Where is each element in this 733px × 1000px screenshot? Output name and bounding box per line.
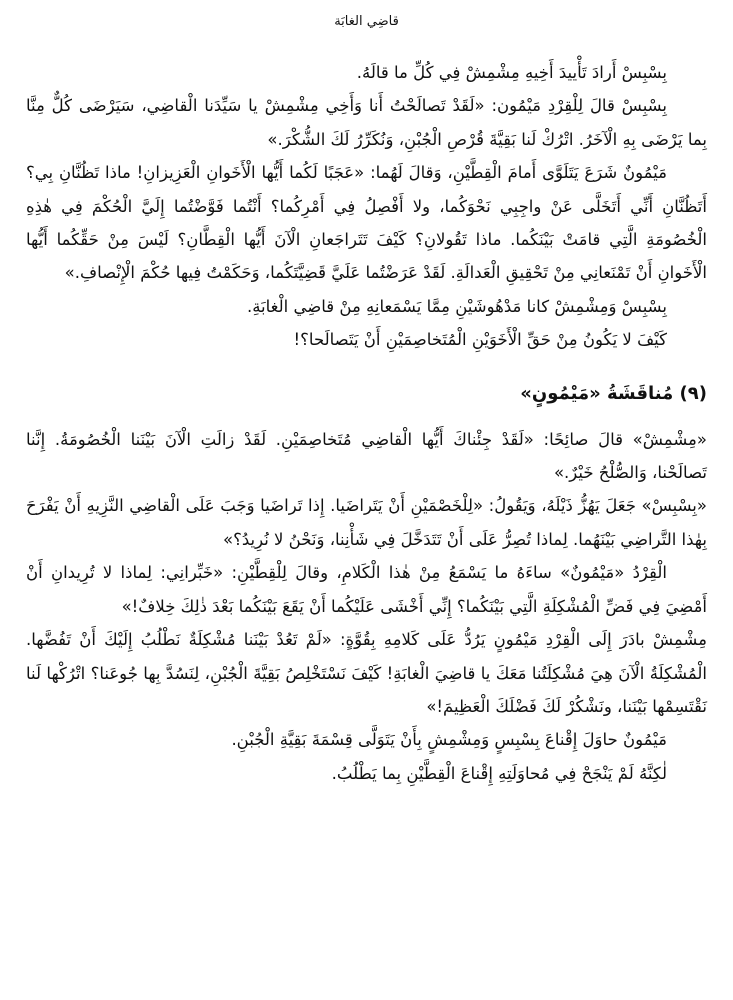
running-header: قاضِي الغابَة (334, 14, 399, 29)
paragraph: الْقِرْدُ «مَيْمُونٌ» ساءَهُ ما يَسْمَعُ مِنْ هٰذا الْكَلامِ، وقالَ لِلْقِطَّيْنِ: «خَبِّرانِي: لِماذا لا تُرِيدانِ أَنْ أَمْضِيَ فِي فَضِّ الْمُشْكِلَةِ الَّتِي بَيْنَكُما؟ إِنِّي أَخْشَى عَلَيْكُما أَنْ يَقَعَ بَيْنَكُما بَعْدَ ذٰلِكَ خِلافٌ!» (26, 563, 707, 616)
paragraph: مَيْمُونٌ حاوَلَ إِقْناعَ بِسْبِسٍ وَمِشْمِشٍ بِأَنْ يَتَوَلَّى قِسْمَةَ بَقِيَّةِ الْجُبْنِ. (231, 730, 667, 750)
paragraph: بِسْبِسْ أَرادَ تَأْييدَ أَخِيهِ مِشْمِشْ فِي كُلِّ ما قالَهُ. (356, 63, 667, 82)
paragraph: مِشْمِشْ بادَرَ إِلَى الْقِرْدِ مَيْمُونٍ يَرُدُّ عَلَى كَلامِهِ بِقُوَّةٍ: «لَمْ تَعُدْ بَيْنَنا مُشْكِلَةٌ نَطْلُبُ إِلَيْكَ أَنْ تَفُضَّها. الْمُشْكِلَةُ الْآنَ هِيَ مُشْكِلَتُنا مَعَكَ يا قاضِيَ الْغابَةِ! كَيْفَ نَسْتَخْلِصُ بَقِيَّةَ الْجُبْنِ، لِنَسُدَّ بِها جُوعَنا؟ اتْرُكْها لَنا نَقْتَسِمْها بَيْنَنا، ونَشْكُرْ لَكَ فَضْلَكَ الْعَظِيمَ!» (26, 630, 707, 716)
chapter-heading: (٩) مُناقَشَةُ «مَيْمُونٍ» (520, 382, 707, 404)
paragraph: لٰكِنَّهُ لَمْ يَنْجَحْ فِي مُحاوَلَتِهِ إِقْناعَ الْقِطَّيْنِ بِما يَطْلُبُ. (331, 763, 667, 783)
page-body (26, 56, 707, 790)
paragraph: كَيْفَ لا يَكُونُ مِنْ حَقِّ الْأَخَوَيْنِ الْمُتَخاصِمَيْنِ أَنْ يَتَصالَحا؟! (293, 330, 667, 350)
paragraph: مَيْمُونٌ شَرَعَ يَتَلَوَّى أَمامَ الْقِطَّيْنِ، وَقالَ لَهُما: «عَجَبًا لَكُما أَيُّها الْأَخَوانِ الْعَزِيزانِ! ماذا تَظُنَّانِ بِي؟ أَتَظُنَّانِ أَنِّي أَتَخَلَّى عَنْ واجِبِي نَحْوَكُما، ولا أَفْصِلُ فِي أَمْرِكُما؟ أَنْتُما فَوَّضْتُما إِلَيَّ الْحُكْمَ فِي هٰذِهِ الْخُصُومَةِ الَّتِي قامَتْ بَيْنَكُما. ماذا تَقُولانِ؟ كَيْفَ تَتَراجَعانِ الْآنَ أَيُّها الْقِطَّانِ؟ لَيْسَ مِنْ حَقِّكُما أَيُّها الْأَخَوانِ أَنْ تَمْنَعانِي مِنْ تَحْقِيقِ الْعَدالَةِ. لَقَدْ عَرَضْتُما عَلَيَّ قَضِيَّتَكُما، وَحَكَمْتُ فِيها حُكْمَ الْإِنْصافِ.» (26, 163, 707, 283)
paragraph: «بِسْبِسْ» جَعَلَ يَهُزُّ ذَيْلَهُ، وَيَقُولُ: «لِلْخَصْمَيْنِ أَنْ يَتَراضَيا. إِذا تَراضَيا وَجَبَ عَلَى الْقاضِي النَّزِيهِ أَنْ يَفْرَحَ بِهٰذا التَّراضِي بَيْنَهُما. لِماذا تُصِرُّ عَلَى أَنْ تَتَدَخَّلَ فِي شَأْنِنا، وَنَحْنُ لا نُرِيدُ؟» (26, 496, 707, 549)
paragraph: «مِشْمِشْ» قالَ صائِحًا: «لَقَدْ جِئْناكَ أَيُّها الْقاضِي مُتَخاصِمَيْنِ. لَقَدْ زالَتِ الْآنَ بَيْنَنا الْخُصُومَةُ. إِنَّنا تَصالَحْنا، وَالصُّلْحُ خَيْرٌ.» (26, 429, 707, 483)
paragraph: بِسْبِسْ وَمِشْمِشْ كانا مَدْهُوشَيْنِ مِمَّا يَسْمَعانِهِ مِنْ قاضِي الْغابَةِ. (246, 296, 667, 316)
paragraph: بِسْبِسْ قالَ لِلْقِرْدِ مَيْمُون: «لَقَدْ تَصالَحْتُ أَنا وَأَخِي مِشْمِشْ يا سَيِّدَنا الْقاضِي، سَيَرْضَى كُلٌّ مِنَّا بِما يَرْضَى بِهِ الْآخَرُ. اتْرُكْ لَنا بَقِيَّةَ قُرْصِ الْجُبْنِ، وَنُكَرِّرُ لَكَ الشُّكْرَ.» (26, 96, 707, 149)
